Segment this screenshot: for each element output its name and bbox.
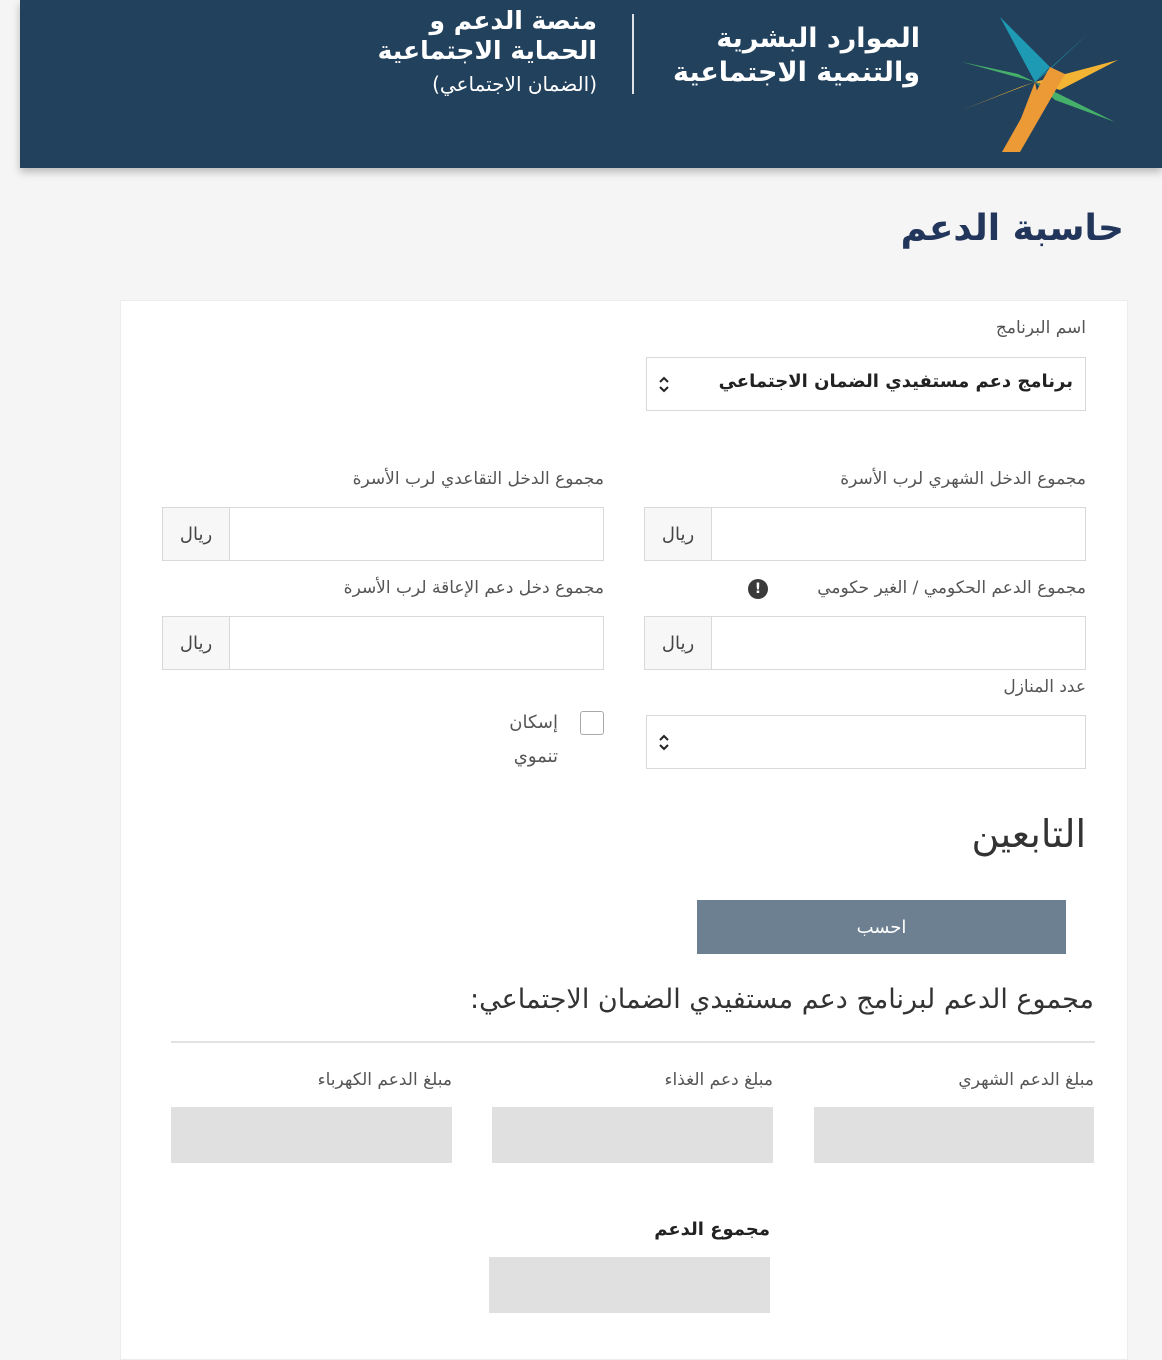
program-label: اسم البرنامج: [995, 318, 1086, 338]
electricity-support-output: [171, 1107, 452, 1163]
monthly-income-label: مجموع الدخل الشهري لرب الأسرة: [840, 469, 1086, 489]
currency-addon: ريال: [645, 617, 712, 669]
housing-checkbox-label[interactable]: [509, 706, 558, 774]
select-arrows-icon: [657, 372, 671, 396]
monthly-income-input[interactable]: [644, 507, 1086, 561]
gov-support-label: مجموع الدعم الحكومي / الغير حكومي: [817, 578, 1086, 598]
retirement-income-input[interactable]: [162, 507, 604, 561]
ministry-name: [620, 22, 920, 90]
currency-addon: ريال: [163, 508, 230, 560]
platform-name-line1: منصة الدعم و: [429, 6, 597, 35]
select-arrows-icon: [657, 730, 671, 754]
platform-subtitle: (الضمان الاجتماعي): [432, 72, 597, 96]
homes-count-label: عدد المنازل: [1003, 677, 1086, 697]
currency-addon: ريال: [163, 617, 230, 669]
info-icon[interactable]: !: [748, 579, 768, 599]
housing-checkbox[interactable]: [580, 711, 604, 735]
ministry-name-line2: والتنمية الاجتماعية: [672, 57, 920, 88]
results-heading: مجموع الدعم لبرنامج دعم مستفيدي الضمان الاجتماعي:: [470, 984, 1094, 1015]
total-support-label: مجموع الدعم: [654, 1219, 770, 1240]
calculate-button[interactable]: احسب: [697, 900, 1066, 954]
currency-addon: ريال: [645, 508, 712, 560]
program-select-value: برنامج دعم مستفيدي الضمان الاجتماعي: [718, 371, 1073, 392]
total-support-output: [489, 1257, 770, 1313]
monthly-support-label: مبلغ الدعم الشهري: [958, 1070, 1094, 1090]
dependents-heading: التابعين: [971, 812, 1086, 856]
page-title: حاسبة الدعم: [900, 208, 1124, 249]
food-support-output: [492, 1107, 773, 1163]
ministry-logo-icon: [940, 12, 1130, 152]
platform-name-line2: الحماية الاجتماعية: [377, 36, 597, 65]
site-header: [20, 0, 1162, 168]
results-divider: [171, 1041, 1095, 1043]
gov-support-input[interactable]: [644, 616, 1086, 670]
housing-checkbox-label-line2: تنموي: [513, 746, 558, 767]
disability-income-label: مجموع دخل دعم الإعاقة لرب الأسرة: [343, 578, 604, 598]
homes-count-select[interactable]: [646, 715, 1086, 769]
housing-checkbox-label-line1: إسكان: [509, 712, 558, 733]
ministry-name-line1: الموارد البشرية: [716, 23, 920, 54]
retirement-income-label: مجموع الدخل التقاعدي لرب الأسرة: [352, 469, 604, 489]
electricity-support-label: مبلغ الدعم الكهرباء: [317, 1070, 452, 1090]
program-select[interactable]: [646, 357, 1086, 411]
food-support-label: مبلغ دعم الغذاء: [664, 1070, 773, 1090]
monthly-support-output: [814, 1107, 1094, 1163]
platform-name: [297, 6, 597, 66]
header-divider: [632, 14, 634, 94]
disability-income-input[interactable]: [162, 616, 604, 670]
